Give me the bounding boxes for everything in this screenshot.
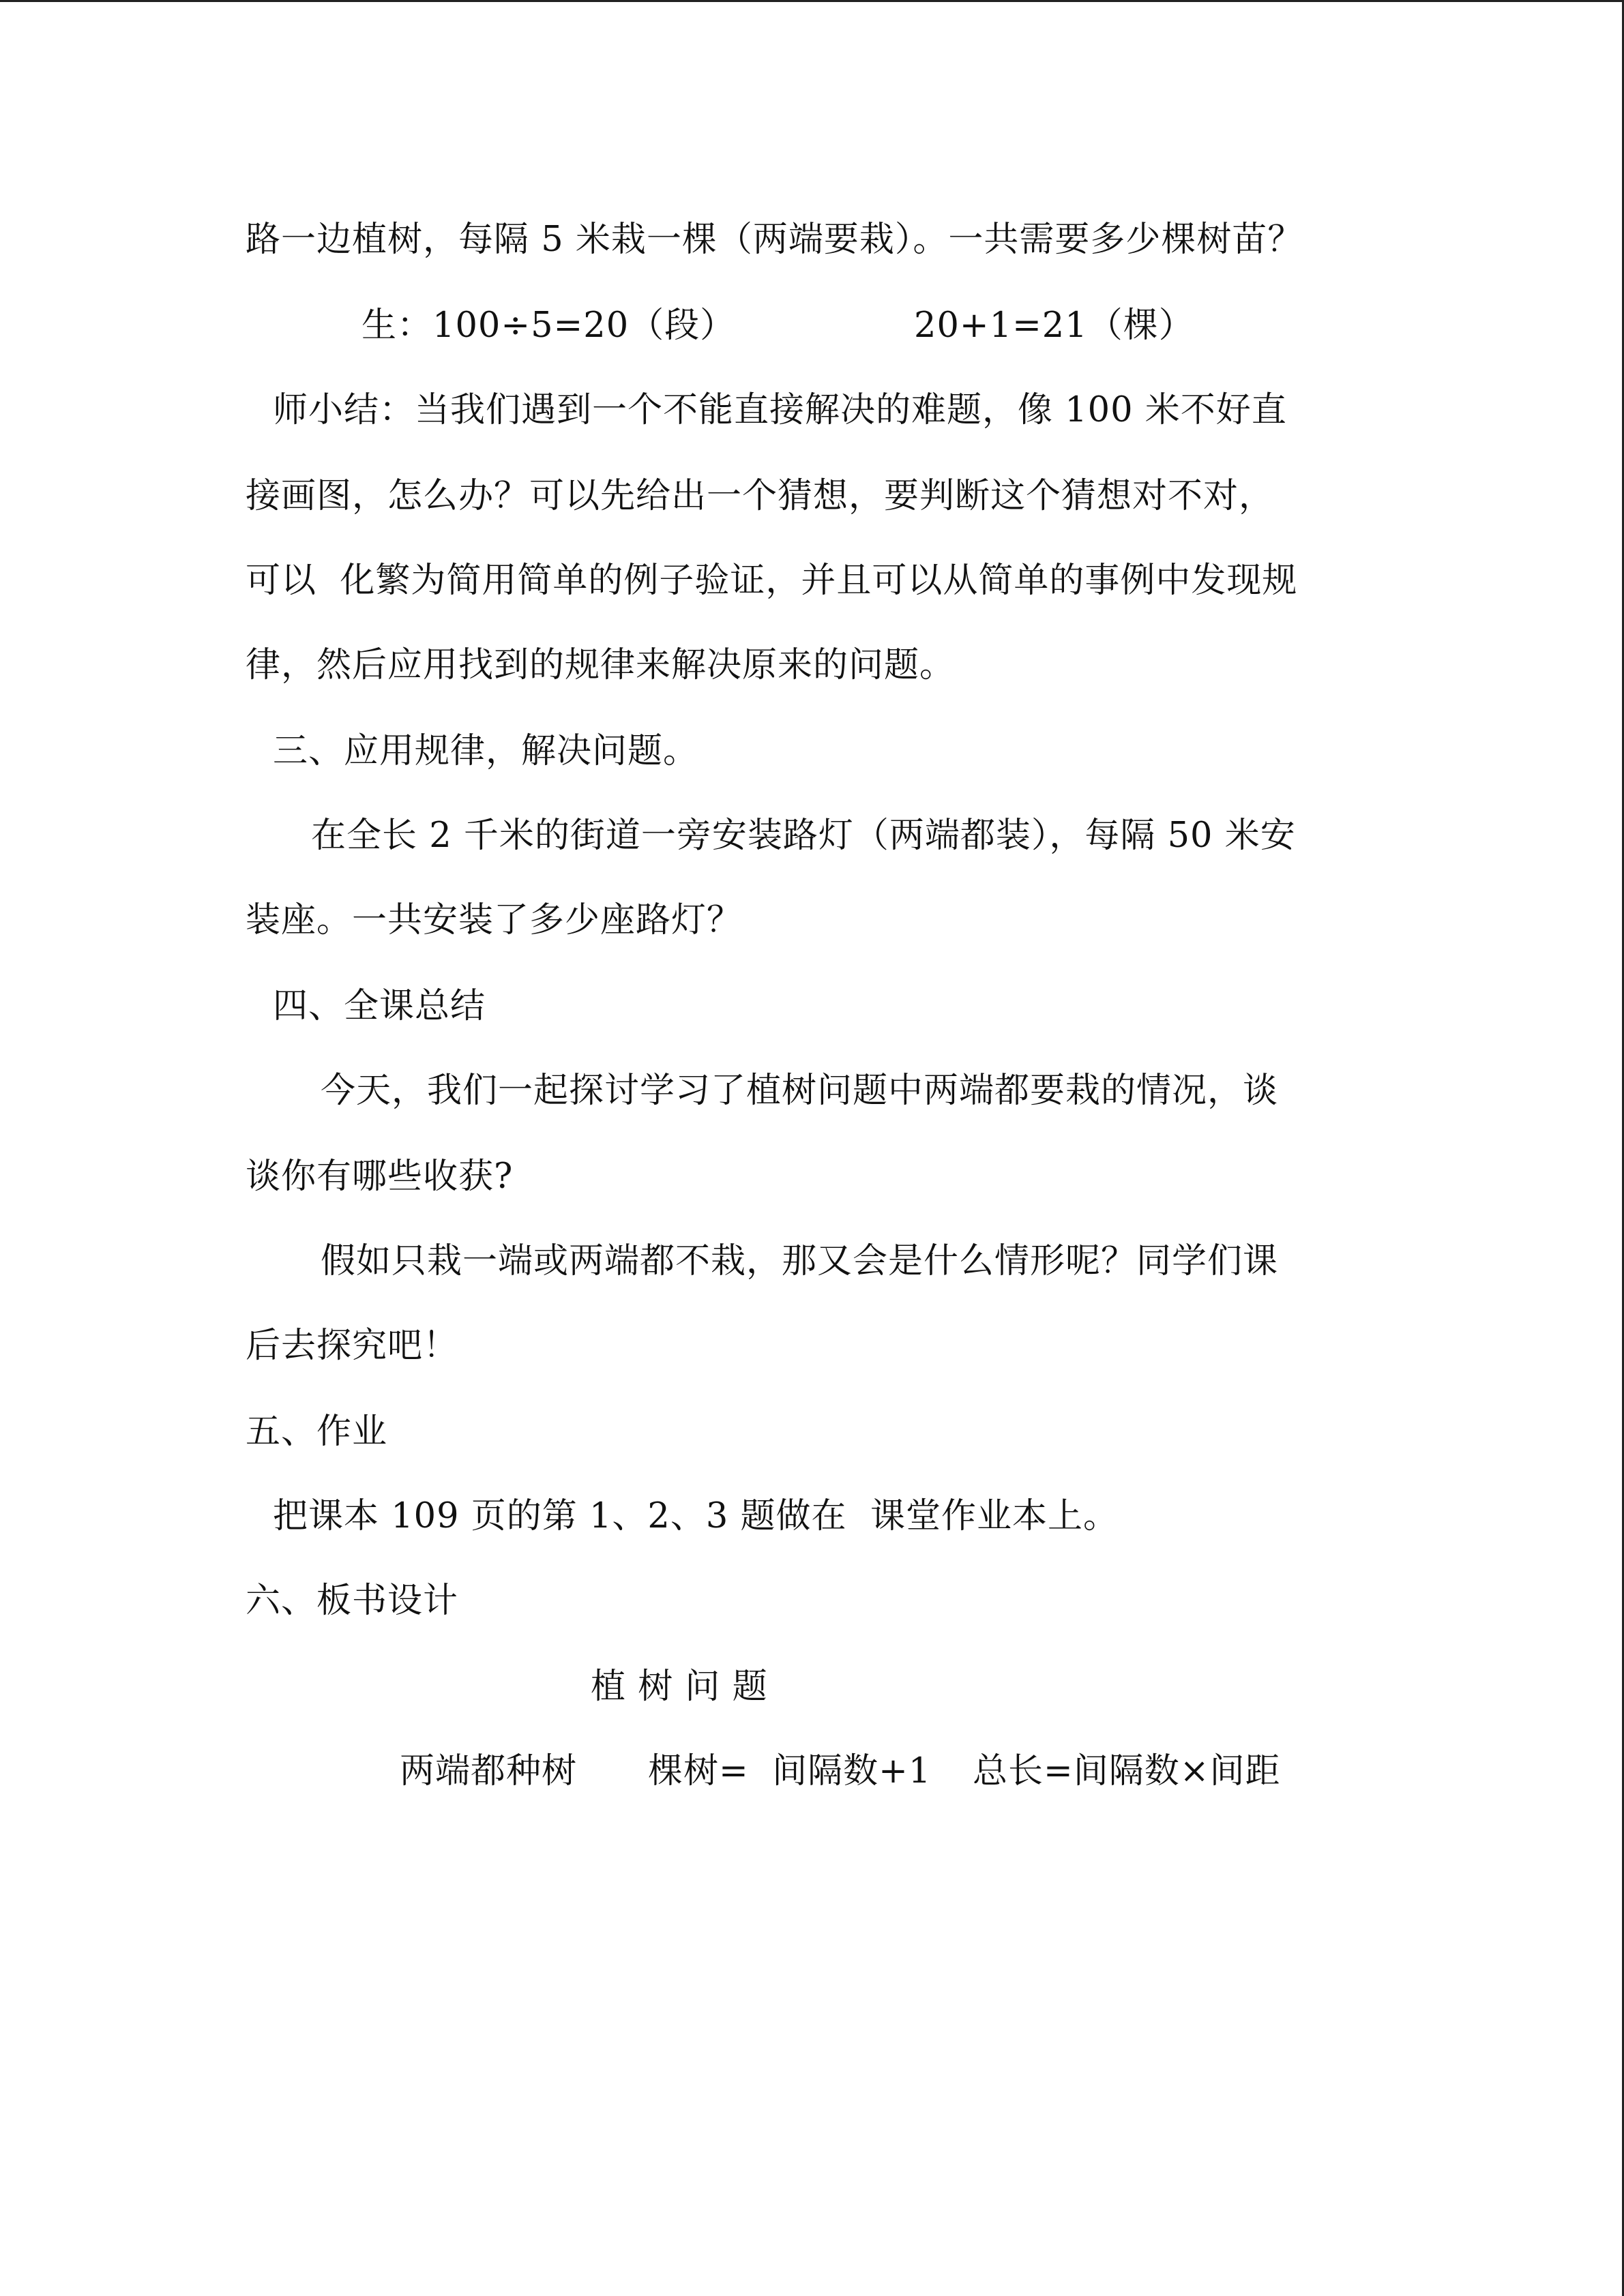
text-line: 今天，我们一起探讨学习了植树问题中两端都要栽的情况，谈	[321, 1071, 1279, 1111]
text-line: 律，然后应用找到的规律来解决原来的问题。	[246, 645, 956, 685]
board-item: 总长=间隔数×间距	[973, 1751, 1281, 1791]
section-heading: 三、应用规律，解决问题。	[273, 731, 699, 771]
text-line: 装座。一共安装了多少座路灯？	[246, 900, 743, 940]
text-line: 接画图，怎么办？可以先给出一个猜想，要判断这个猜想对不对，	[246, 476, 1275, 516]
text-line: 可以 化繁为简用简单的例子验证，并且可以从简单的事例中发现规	[246, 561, 1298, 601]
board-item: 棵树= 间隔数+1	[648, 1751, 932, 1791]
board-item: 两端都种树	[400, 1751, 578, 1791]
text-line: 在全长 2 千米的街道一旁安装路灯（两端都装），每隔 50 米安	[311, 816, 1296, 856]
text-line: 20+1=21（棵）	[914, 305, 1194, 346]
text-line: 把课本 109 页的第 1、2、3 题做在 课堂作业本上。	[273, 1496, 1119, 1536]
section-heading: 四、全课总结	[273, 986, 486, 1026]
text-line: 路一边植树，每隔 5 米栽一棵（两端要栽）。一共需要多少棵树苗？	[246, 220, 1303, 260]
text-line: 假如只栽一端或两端都不栽，那又会是什么情形呢？同学们课	[321, 1241, 1279, 1281]
text-line: 后去探究吧！	[246, 1326, 459, 1366]
text-line: 师小结：当我们遇到一个不能直接解决的难题，像 100 米不好直	[273, 390, 1287, 430]
text-line: 生：100÷5=20（段）	[361, 305, 736, 346]
section-heading: 五、作业	[246, 1412, 388, 1452]
section-heading: 六、板书设计	[246, 1581, 459, 1621]
text-line: 谈你有哪些收获?	[246, 1157, 514, 1197]
board-title: 植 树 问 题	[591, 1667, 768, 1707]
page-border-top	[0, 0, 1624, 2]
